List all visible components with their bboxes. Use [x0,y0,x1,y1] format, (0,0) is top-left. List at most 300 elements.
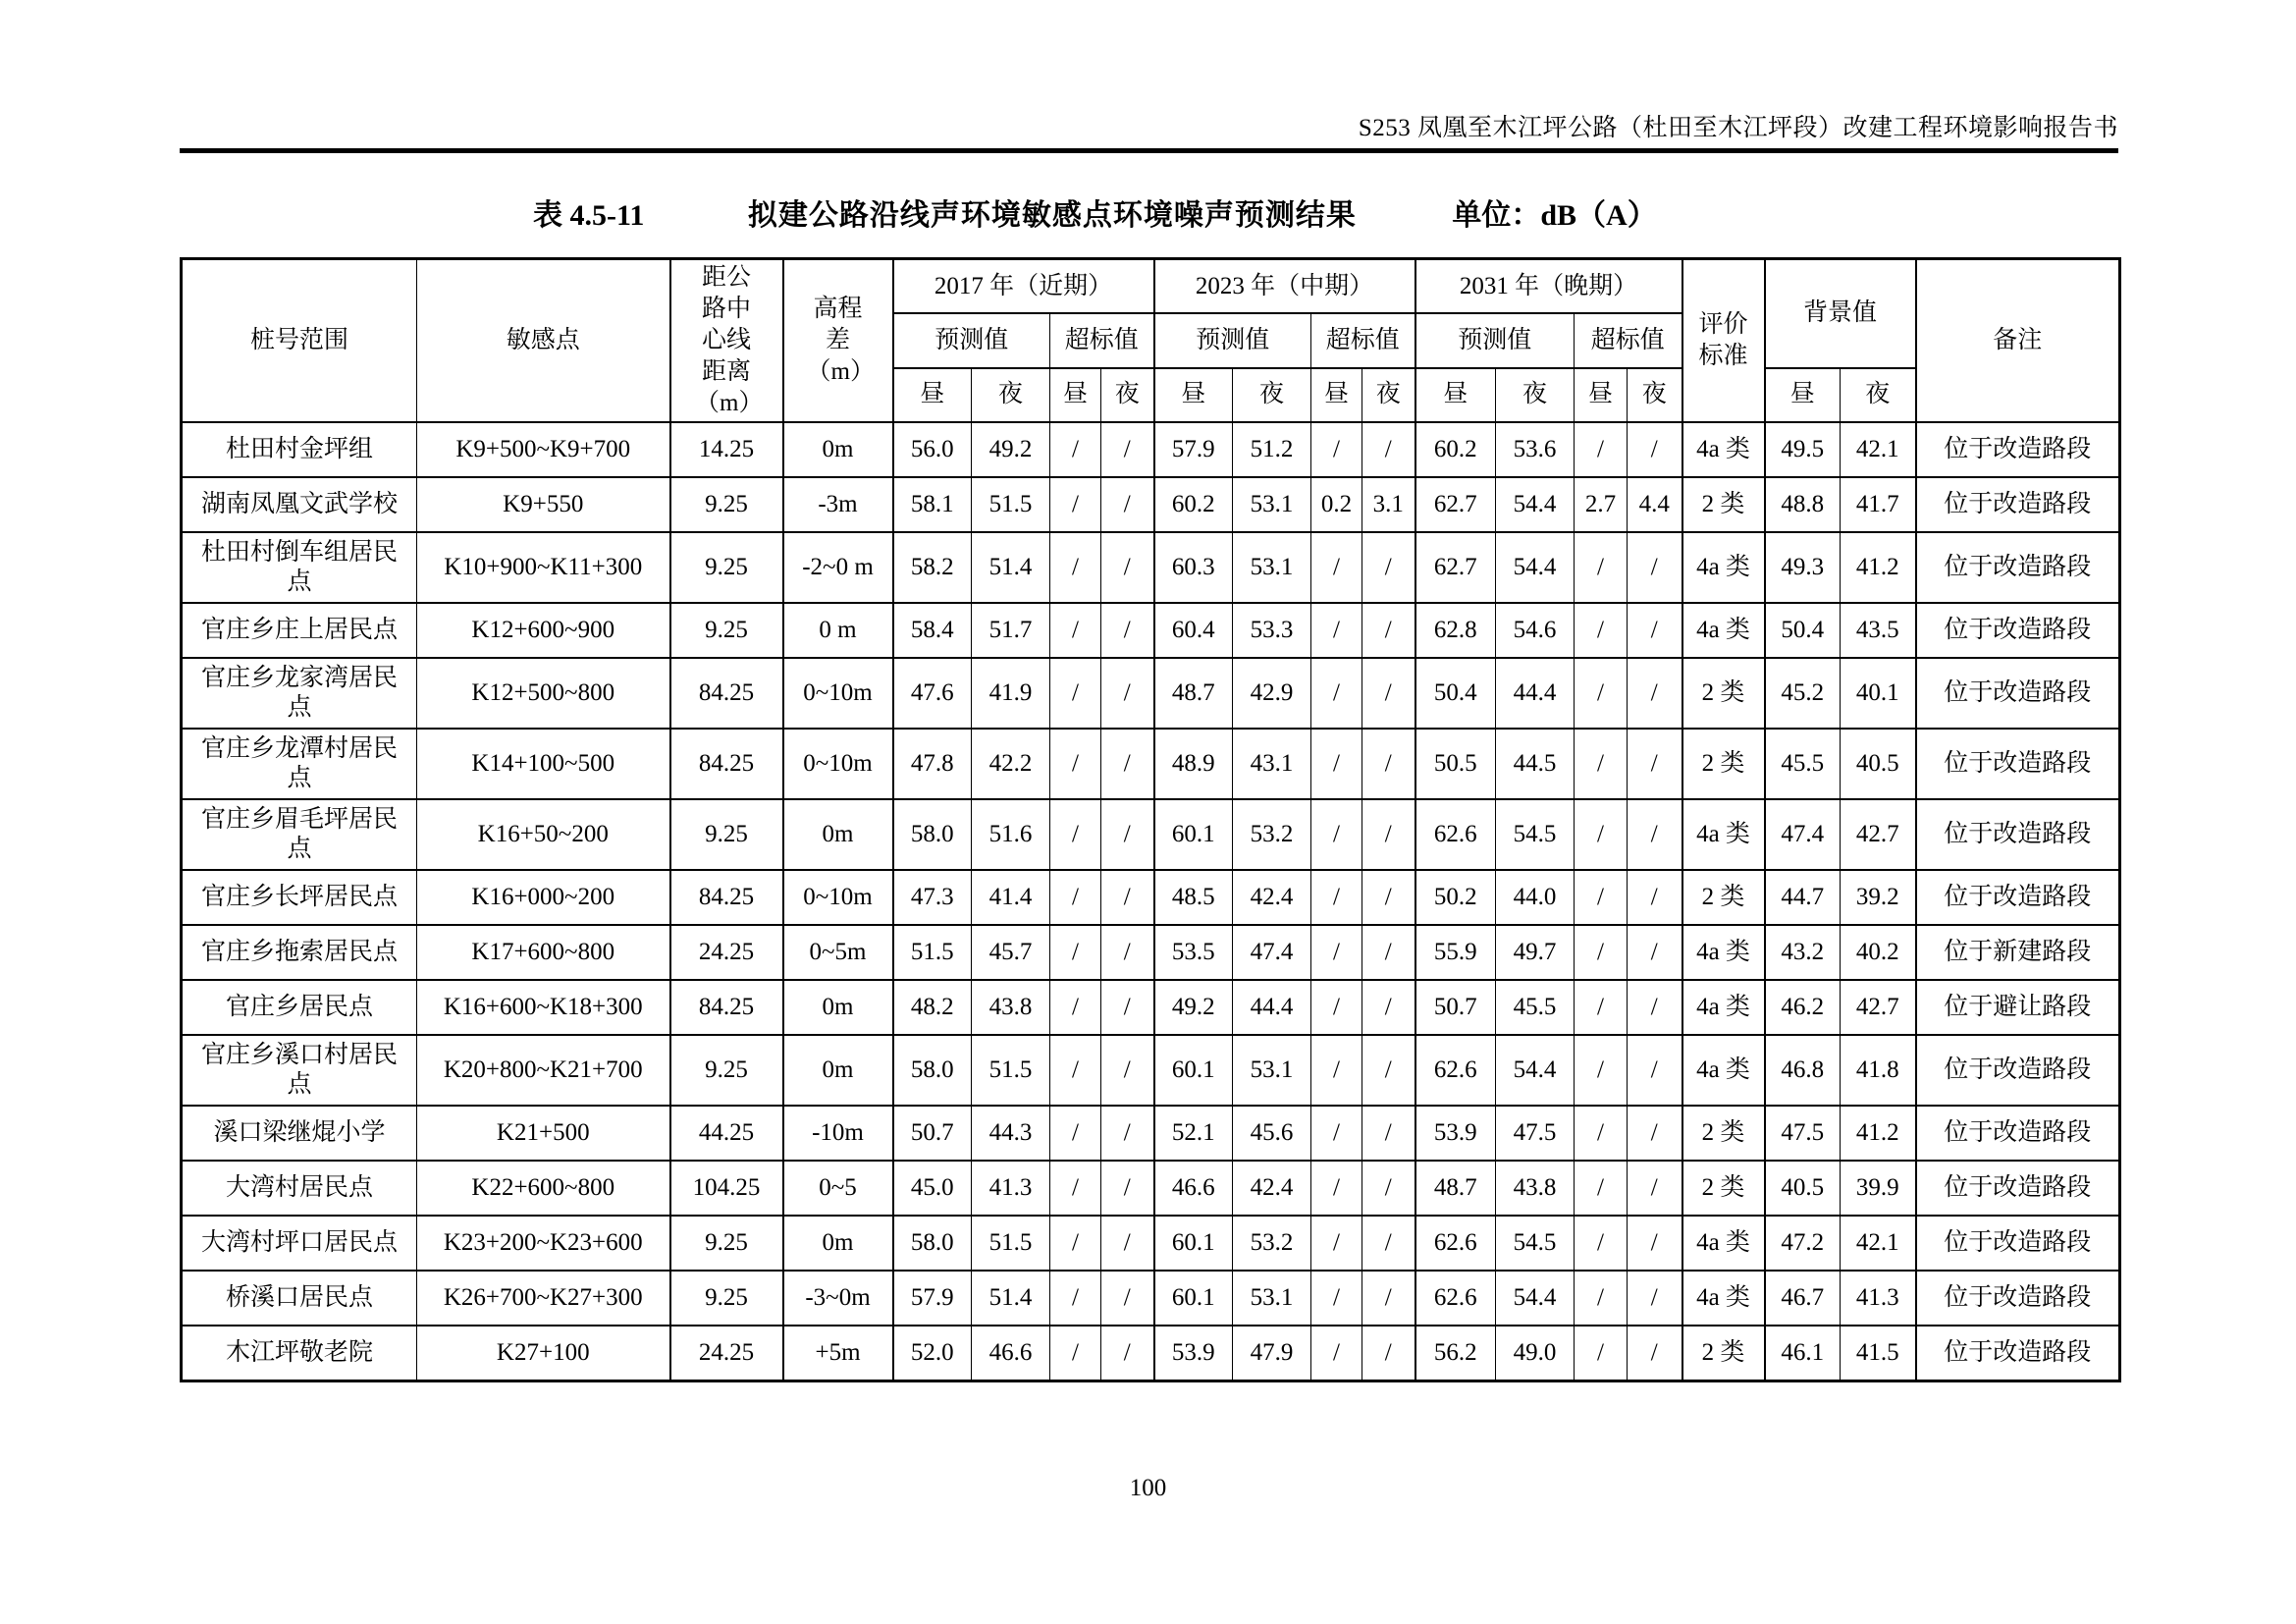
cell-distance: 9.25 [670,477,783,532]
cell-2017-exceed-night: / [1101,1326,1154,1380]
cell-remark: 位于避让路段 [1916,980,2120,1035]
cell-2017-pred-night: 51.5 [972,1216,1050,1271]
cell-2031-pred-day: 50.4 [1415,658,1496,729]
cell-stake-range: K17+600~800 [417,925,670,980]
cell-2017-pred-day: 47.8 [893,729,972,799]
cell-stake-range: K16+50~200 [417,799,670,870]
cell-2023-exceed-night: / [1362,658,1415,729]
cell-2031-pred-night: 47.5 [1496,1106,1575,1161]
header-elevation-text: 高程差（m） [806,296,875,385]
cell-2023-pred-day: 48.9 [1154,729,1233,799]
cell-background-day: 44.7 [1765,870,1841,925]
cell-background-day: 47.2 [1765,1216,1841,1271]
table-row [182,1161,2120,1216]
table-header [182,259,2120,423]
noise-prediction-table [180,257,2121,1382]
cell-stake-range: K23+200~K23+600 [417,1216,670,1271]
cell-remark: 位于改造路段 [1916,1035,2120,1106]
cell-distance: 104.25 [670,1161,783,1216]
header-night: 夜 [1628,368,1682,423]
cell-2023-exceed-night: / [1362,1271,1415,1326]
cell-2017-pred-day: 58.0 [893,1216,972,1271]
cell-sensitive-point-name: 官庄乡拖索居民点 [182,925,417,980]
cell-2023-pred-day: 60.4 [1154,603,1233,658]
cell-2031-pred-day: 55.9 [1415,925,1496,980]
cell-background-night: 41.7 [1841,477,1916,532]
cell-standard: 4a 类 [1682,980,1765,1035]
cell-sensitive-point-name: 官庄乡庄上居民点 [182,603,417,658]
cell-2023-pred-night: 45.6 [1233,1106,1311,1161]
cell-2017-pred-night: 51.4 [972,532,1050,603]
header-predicted-2017: 预测值 [893,313,1050,368]
cell-stake-range: K9+500~K9+700 [417,422,670,477]
cell-2017-pred-night: 49.2 [972,422,1050,477]
cell-2031-pred-night: 49.7 [1496,925,1575,980]
table-row [182,1035,2120,1106]
header-standard-text: 评价标准 [1698,311,1748,369]
cell-elevation: 0~5m [783,925,893,980]
cell-background-night: 39.9 [1841,1161,1916,1216]
cell-distance: 84.25 [670,870,783,925]
cell-2017-pred-day: 58.0 [893,799,972,870]
cell-2023-pred-day: 60.2 [1154,477,1233,532]
cell-2031-pred-night: 54.4 [1496,1271,1575,1326]
cell-2031-pred-day: 62.7 [1415,477,1496,532]
cell-2017-pred-day: 52.0 [893,1326,972,1380]
cell-2017-exceed-day: / [1050,1271,1101,1326]
cell-background-night: 42.7 [1841,980,1916,1035]
cell-2023-pred-night: 53.3 [1233,603,1311,658]
header-year-2031: 2031 年（晚期） [1415,259,1682,314]
header-predicted-2023: 预测值 [1154,313,1311,368]
cell-2031-pred-day: 56.2 [1415,1326,1496,1380]
cell-elevation: 0m [783,1216,893,1271]
table-row [182,1216,2120,1271]
cell-distance: 14.25 [670,422,783,477]
cell-stake-range: K22+600~800 [417,1161,670,1216]
cell-background-night: 41.2 [1841,532,1916,603]
cell-2017-pred-day: 58.0 [893,1035,972,1106]
cell-background-night: 41.2 [1841,1106,1916,1161]
cell-2017-exceed-night: / [1101,799,1154,870]
cell-2023-exceed-night: 3.1 [1362,477,1415,532]
cell-elevation: 0m [783,799,893,870]
cell-2023-exceed-day: / [1311,1271,1362,1326]
cell-2023-exceed-day: / [1311,422,1362,477]
cell-2017-pred-day: 57.9 [893,1271,972,1326]
cell-2017-exceed-day: / [1050,980,1101,1035]
cell-2017-exceed-day: / [1050,422,1101,477]
cell-2023-exceed-day: / [1311,870,1362,925]
cell-2017-exceed-night: / [1101,925,1154,980]
cell-distance: 24.25 [670,925,783,980]
cell-2031-pred-night: 44.4 [1496,658,1575,729]
header-night: 夜 [1233,368,1311,423]
cell-sensitive-point-name: 湖南凤凰文武学校 [182,477,417,532]
table-row [182,799,2120,870]
header-day: 昼 [1415,368,1496,423]
cell-2031-pred-night: 54.5 [1496,799,1575,870]
cell-distance: 9.25 [670,1271,783,1326]
cell-2023-pred-night: 47.4 [1233,925,1311,980]
cell-2017-exceed-day: / [1050,870,1101,925]
cell-2017-exceed-night: / [1101,603,1154,658]
cell-background-night: 42.1 [1841,1216,1916,1271]
cell-2031-exceed-night: / [1628,603,1682,658]
cell-2023-exceed-night: / [1362,1106,1415,1161]
cell-standard: 4a 类 [1682,1216,1765,1271]
cell-2031-pred-night: 49.0 [1496,1326,1575,1380]
cell-2023-exceed-night: / [1362,799,1415,870]
cell-standard: 4a 类 [1682,1271,1765,1326]
cell-2031-pred-night: 44.5 [1496,729,1575,799]
table-row [182,1106,2120,1161]
cell-elevation: 0~10m [783,729,893,799]
cell-2023-exceed-night: / [1362,1326,1415,1380]
cell-standard: 4a 类 [1682,532,1765,603]
cell-2031-pred-day: 53.9 [1415,1106,1496,1161]
cell-remark: 位于改造路段 [1916,1106,2120,1161]
cell-background-night: 43.5 [1841,603,1916,658]
cell-sensitive-point-name: 官庄乡龙家湾居民点 [182,658,417,729]
header-elevation [783,259,893,423]
cell-elevation: 0m [783,980,893,1035]
cell-2031-pred-day: 50.7 [1415,980,1496,1035]
cell-2017-exceed-night: / [1101,422,1154,477]
cell-2017-exceed-day: / [1050,477,1101,532]
cell-distance: 24.25 [670,1326,783,1380]
cell-2023-pred-night: 42.4 [1233,870,1311,925]
cell-2031-exceed-night: / [1628,799,1682,870]
cell-2023-exceed-day: / [1311,1161,1362,1216]
cell-2023-pred-night: 53.1 [1233,477,1311,532]
cell-2023-pred-day: 48.5 [1154,870,1233,925]
cell-2017-exceed-day: / [1050,799,1101,870]
cell-remark: 位于新建路段 [1916,925,2120,980]
cell-2017-pred-day: 47.3 [893,870,972,925]
cell-2031-exceed-night: / [1628,870,1682,925]
header-exceedance-2023: 超标值 [1311,313,1415,368]
cell-2031-pred-night: 54.4 [1496,1035,1575,1106]
cell-2031-exceed-day: / [1575,1106,1628,1161]
cell-sensitive-point-name: 大湾村坪口居民点 [182,1216,417,1271]
cell-sensitive-point-name: 官庄乡溪口村居民点 [182,1035,417,1106]
table-row [182,980,2120,1035]
cell-2017-pred-day: 45.0 [893,1161,972,1216]
cell-2023-exceed-night: / [1362,422,1415,477]
cell-standard: 4a 类 [1682,925,1765,980]
cell-2017-exceed-night: / [1101,1035,1154,1106]
cell-2031-pred-night: 44.0 [1496,870,1575,925]
cell-standard: 2 类 [1682,1106,1765,1161]
cell-elevation: 0m [783,422,893,477]
header-exceedance-2017: 超标值 [1050,313,1154,368]
cell-2031-exceed-day: / [1575,925,1628,980]
cell-elevation: +5m [783,1326,893,1380]
cell-2017-exceed-day: / [1050,1106,1101,1161]
cell-2023-exceed-day: / [1311,799,1362,870]
header-divider-rule [180,148,2118,153]
cell-2031-pred-day: 62.6 [1415,1035,1496,1106]
cell-2023-pred-day: 53.9 [1154,1326,1233,1380]
cell-2017-exceed-day: / [1050,603,1101,658]
cell-remark: 位于改造路段 [1916,870,2120,925]
cell-sensitive-point-name: 官庄乡居民点 [182,980,417,1035]
cell-2023-exceed-day: / [1311,658,1362,729]
cell-stake-range: K9+550 [417,477,670,532]
noise-prediction-table-wrap [180,257,2121,1382]
cell-2023-pred-day: 52.1 [1154,1106,1233,1161]
table-row [182,658,2120,729]
cell-2031-pred-day: 62.6 [1415,1216,1496,1271]
cell-standard: 2 类 [1682,870,1765,925]
cell-2017-exceed-night: / [1101,1271,1154,1326]
header-night: 夜 [1496,368,1575,423]
cell-background-day: 48.8 [1765,477,1841,532]
cell-2023-pred-day: 60.1 [1154,1216,1233,1271]
table-unit-label: 单位：dB（A） [1452,199,1657,232]
cell-2023-pred-night: 42.9 [1233,658,1311,729]
header-distance [670,259,783,423]
cell-2017-exceed-day: / [1050,925,1101,980]
cell-distance: 9.25 [670,532,783,603]
cell-background-night: 41.3 [1841,1271,1916,1326]
cell-2023-exceed-night: / [1362,1216,1415,1271]
cell-2023-pred-day: 49.2 [1154,980,1233,1035]
cell-2023-exceed-day: / [1311,729,1362,799]
cell-sensitive-point-name: 杜田村金坪组 [182,422,417,477]
cell-2023-exceed-day: / [1311,925,1362,980]
cell-2023-pred-night: 53.1 [1233,1271,1311,1326]
cell-background-night: 41.5 [1841,1326,1916,1380]
cell-2017-exceed-night: / [1101,477,1154,532]
cell-stake-range: K12+500~800 [417,658,670,729]
cell-2023-exceed-night: / [1362,603,1415,658]
cell-background-night: 42.7 [1841,799,1916,870]
cell-2017-exceed-night: / [1101,1216,1154,1271]
cell-sensitive-point-name: 大湾村居民点 [182,1161,417,1216]
cell-distance: 9.25 [670,603,783,658]
cell-2023-pred-day: 48.7 [1154,658,1233,729]
cell-stake-range: K12+600~900 [417,603,670,658]
table-row [182,603,2120,658]
cell-2023-pred-night: 53.1 [1233,532,1311,603]
cell-2031-exceed-night: 4.4 [1628,477,1682,532]
cell-2031-exceed-day: 2.7 [1575,477,1628,532]
cell-2023-exceed-day: / [1311,1326,1362,1380]
header-day: 昼 [893,368,972,423]
cell-2017-exceed-day: / [1050,1161,1101,1216]
cell-2023-pred-night: 53.1 [1233,1035,1311,1106]
cell-2023-exceed-night: / [1362,925,1415,980]
cell-2031-exceed-night: / [1628,1326,1682,1380]
cell-2023-pred-day: 53.5 [1154,925,1233,980]
cell-elevation: 0m [783,1035,893,1106]
cell-stake-range: K21+500 [417,1106,670,1161]
cell-2031-pred-day: 48.7 [1415,1161,1496,1216]
header-day: 昼 [1311,368,1362,423]
cell-2017-pred-night: 41.9 [972,658,1050,729]
cell-2031-pred-night: 45.5 [1496,980,1575,1035]
cell-distance: 84.25 [670,980,783,1035]
cell-2031-exceed-night: / [1628,729,1682,799]
cell-standard: 2 类 [1682,658,1765,729]
cell-elevation: -3~0m [783,1271,893,1326]
table-title: 拟建公路沿线声环境敏感点环境噪声预测结果 [747,199,1357,232]
header-day: 昼 [1575,368,1628,423]
cell-2031-exceed-night: / [1628,532,1682,603]
cell-2017-exceed-night: / [1101,729,1154,799]
cell-remark: 位于改造路段 [1916,1271,2120,1326]
cell-background-day: 46.7 [1765,1271,1841,1326]
cell-sensitive-point-name: 杜田村倒车组居民点 [182,532,417,603]
cell-standard: 4a 类 [1682,603,1765,658]
cell-background-day: 46.1 [1765,1326,1841,1380]
cell-2031-pred-day: 62.6 [1415,1271,1496,1326]
cell-2023-pred-day: 60.1 [1154,799,1233,870]
cell-elevation: 0~10m [783,870,893,925]
cell-2031-exceed-day: / [1575,1216,1628,1271]
cell-2031-pred-night: 43.8 [1496,1161,1575,1216]
header-year-2017: 2017 年（近期） [893,259,1154,314]
cell-sensitive-point-name: 溪口梁继焜小学 [182,1106,417,1161]
cell-background-night: 40.2 [1841,925,1916,980]
cell-2017-exceed-night: / [1101,658,1154,729]
table-row [182,1271,2120,1326]
cell-2017-pred-night: 46.6 [972,1326,1050,1380]
cell-2031-exceed-night: / [1628,980,1682,1035]
cell-2017-pred-night: 41.4 [972,870,1050,925]
cell-remark: 位于改造路段 [1916,799,2120,870]
cell-background-day: 47.5 [1765,1106,1841,1161]
cell-2031-pred-day: 62.6 [1415,799,1496,870]
cell-distance: 9.25 [670,1035,783,1106]
cell-2023-exceed-night: / [1362,729,1415,799]
header-night: 夜 [1101,368,1154,423]
cell-2017-pred-day: 58.2 [893,532,972,603]
cell-2017-pred-night: 51.4 [972,1271,1050,1326]
cell-remark: 位于改造路段 [1916,1326,2120,1380]
cell-2017-pred-night: 42.2 [972,729,1050,799]
cell-stake-range: K20+800~K21+700 [417,1035,670,1106]
cell-2023-pred-night: 53.2 [1233,799,1311,870]
cell-2031-exceed-night: / [1628,1216,1682,1271]
cell-2017-pred-night: 51.5 [972,477,1050,532]
cell-2017-pred-day: 58.1 [893,477,972,532]
cell-2031-exceed-day: / [1575,870,1628,925]
cell-2031-pred-night: 54.6 [1496,603,1575,658]
cell-sensitive-point-name: 官庄乡眉毛坪居民点 [182,799,417,870]
table-row [182,729,2120,799]
cell-distance: 84.25 [670,658,783,729]
cell-2031-exceed-night: / [1628,422,1682,477]
cell-2031-pred-day: 50.2 [1415,870,1496,925]
cell-remark: 位于改造路段 [1916,477,2120,532]
header-exceedance-2031: 超标值 [1575,313,1682,368]
cell-2031-exceed-night: / [1628,1161,1682,1216]
header-night: 夜 [1362,368,1415,423]
report-header-title: S253 凤凰至木江坪公路（杜田至木江坪段）改建工程环境影响报告书 [1358,115,2118,141]
cell-stake-range: K10+900~K11+300 [417,532,670,603]
cell-background-night: 41.8 [1841,1035,1916,1106]
cell-2031-pred-day: 50.5 [1415,729,1496,799]
cell-2023-pred-night: 47.9 [1233,1326,1311,1380]
header-day: 昼 [1154,368,1233,423]
cell-distance: 84.25 [670,729,783,799]
cell-2031-exceed-day: / [1575,532,1628,603]
cell-sensitive-point-name: 官庄乡龙潭村居民点 [182,729,417,799]
cell-stake-range: K26+700~K27+300 [417,1271,670,1326]
cell-elevation: 0 m [783,603,893,658]
header-sensitive-point: 敏感点 [417,259,670,423]
cell-background-day: 46.8 [1765,1035,1841,1106]
cell-sensitive-point-name: 木江坪敬老院 [182,1326,417,1380]
cell-2031-exceed-night: / [1628,1106,1682,1161]
cell-remark: 位于改造路段 [1916,1216,2120,1271]
cell-2023-exceed-day: / [1311,1035,1362,1106]
cell-background-day: 45.2 [1765,658,1841,729]
cell-2017-exceed-day: / [1050,1035,1101,1106]
cell-2017-exceed-night: / [1101,980,1154,1035]
header-row-years [182,259,2120,314]
cell-2023-pred-day: 60.1 [1154,1035,1233,1106]
header-bg-day: 昼 [1765,368,1841,423]
cell-background-day: 46.2 [1765,980,1841,1035]
cell-background-day: 50.4 [1765,603,1841,658]
cell-2023-exceed-day: / [1311,980,1362,1035]
cell-standard: 4a 类 [1682,799,1765,870]
cell-stake-range: K16+000~200 [417,870,670,925]
cell-2017-exceed-night: / [1101,870,1154,925]
cell-sensitive-point-name: 桥溪口居民点 [182,1271,417,1326]
cell-2031-exceed-day: / [1575,658,1628,729]
cell-2023-exceed-night: / [1362,1161,1415,1216]
cell-2017-pred-night: 51.5 [972,1035,1050,1106]
cell-background-night: 40.1 [1841,658,1916,729]
cell-2023-pred-night: 42.4 [1233,1161,1311,1216]
cell-2017-pred-night: 43.8 [972,980,1050,1035]
cell-2031-exceed-night: / [1628,925,1682,980]
cell-remark: 位于改造路段 [1916,532,2120,603]
cell-elevation: -2~0 m [783,532,893,603]
table-caption [180,190,2118,234]
cell-stake-range: K16+600~K18+300 [417,980,670,1035]
cell-2023-pred-day: 57.9 [1154,422,1233,477]
table-row [182,477,2120,532]
cell-2017-pred-day: 56.0 [893,422,972,477]
cell-2017-pred-day: 47.6 [893,658,972,729]
cell-background-day: 49.5 [1765,422,1841,477]
cell-elevation: 0~10m [783,658,893,729]
cell-2023-exceed-day: 0.2 [1311,477,1362,532]
cell-elevation: -3m [783,477,893,532]
cell-background-night: 39.2 [1841,870,1916,925]
table-row [182,532,2120,603]
cell-remark: 位于改造路段 [1916,729,2120,799]
cell-2031-exceed-day: / [1575,603,1628,658]
cell-2031-exceed-night: / [1628,1271,1682,1326]
cell-2017-exceed-day: / [1050,729,1101,799]
cell-2017-pred-day: 51.5 [893,925,972,980]
cell-2031-pred-night: 54.4 [1496,532,1575,603]
cell-background-night: 42.1 [1841,422,1916,477]
table-row [182,422,2120,477]
cell-standard: 2 类 [1682,1326,1765,1380]
cell-2023-pred-day: 46.6 [1154,1161,1233,1216]
cell-2017-exceed-day: / [1050,532,1101,603]
cell-background-day: 49.3 [1765,532,1841,603]
header-year-2023: 2023 年（中期） [1154,259,1415,314]
